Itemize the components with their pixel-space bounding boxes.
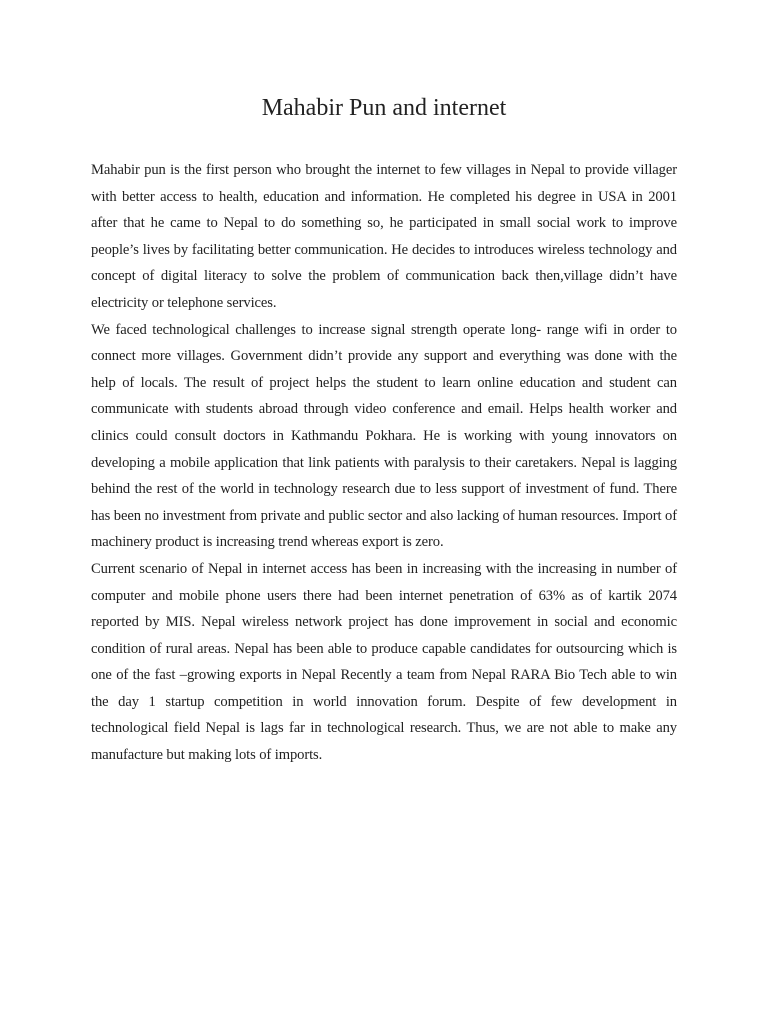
paragraph-2: We faced technological challenges to increase signal strength operate long- range wifi in order to connect more villages. Government didn’t provide any support and everything was done with the help of locals. The result of project helps the student to learn online education and student can communicate with students abroad through video conference and email. Helps health worker and clinics could consult doctors in Kathmandu Pokhara. He is working with young innovators on developing a mobile application that link patients with paralysis to their caretakers. Nepal is lagging behind the rest of the world in technology research due to less support of investment of fund. There has been no investment from private and public sector and also lacking of human resources. Import of machinery product is increasing trend whereas export is zero. <box>91 321 677 551</box>
paragraph-1: Mahabir pun is the first person who brought the internet to few villages in Nepal to provide villager with better access to health, education and information. He completed his degree in USA in 2001 after that he came to Nepal to do something so, he participated in small social work to improve people’s lives by facilitating better communication. He decides to introduces wireless technology and concept of digital literacy to solve the problem of communication back then,village didn’t have electricity or telephone services. <box>91 162 677 311</box>
paragraph-3: Current scenario of Nepal in internet access has been in increasing with the increasing in number of computer and mobile phone users there had been internet penetration of 63% as of kartik 2074 reported by MIS. Nepal wireless network project has done improvement in social and economic condition of rural areas. Nepal has been able to produce capable candidates for outsourcing which is one of the fast –growing exports in Nepal Recently a team from Nepal RARA Bio Tech able to win the day 1 startup competition in world innovation forum. Despite of few development in technological field Nepal is lags far in technological research. Thus, we are not able to make any manufacture but making lots of imports. <box>91 560 677 764</box>
document-title: Mahabir Pun and internet <box>261 95 507 121</box>
document-body <box>91 157 677 769</box>
